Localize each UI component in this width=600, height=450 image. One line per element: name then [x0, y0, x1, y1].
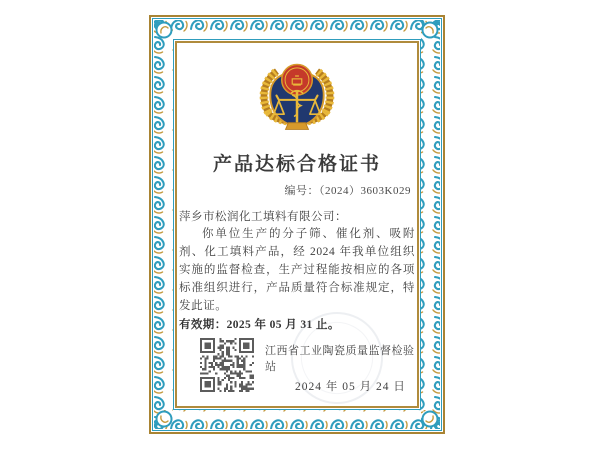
validity-line [179, 316, 415, 332]
certificate-number: 编号：（2024）3603K029 [284, 185, 411, 197]
validity-value: 2025 年 05 月 31 止。 [226, 319, 340, 331]
recipient-company: 萍乡市松润化工填料有限公司： [179, 211, 347, 223]
certificate-body: 你单位生产的分子筛、催化剂、吸附剂、化工填料产品，经 2024 年我单位组织实施的监督检查，生产过程能按相应的各项标准组织进行，产品质量符合标准规定，特发此证。 [179, 228, 415, 312]
certificate [149, 15, 445, 434]
certificate-title: 产品达标合格证书 [212, 154, 381, 175]
certificate-content [179, 45, 415, 404]
issuer-name: 江西省工业陶瓷质量监督检验站 [265, 345, 415, 373]
signature-block [179, 334, 415, 444]
validity-label: 有效期： [179, 319, 227, 331]
qr-code [200, 338, 254, 392]
quality-supervision-badge-icon [254, 55, 340, 139]
issue-date: 2024 年 05 月 24 日 [295, 381, 406, 393]
